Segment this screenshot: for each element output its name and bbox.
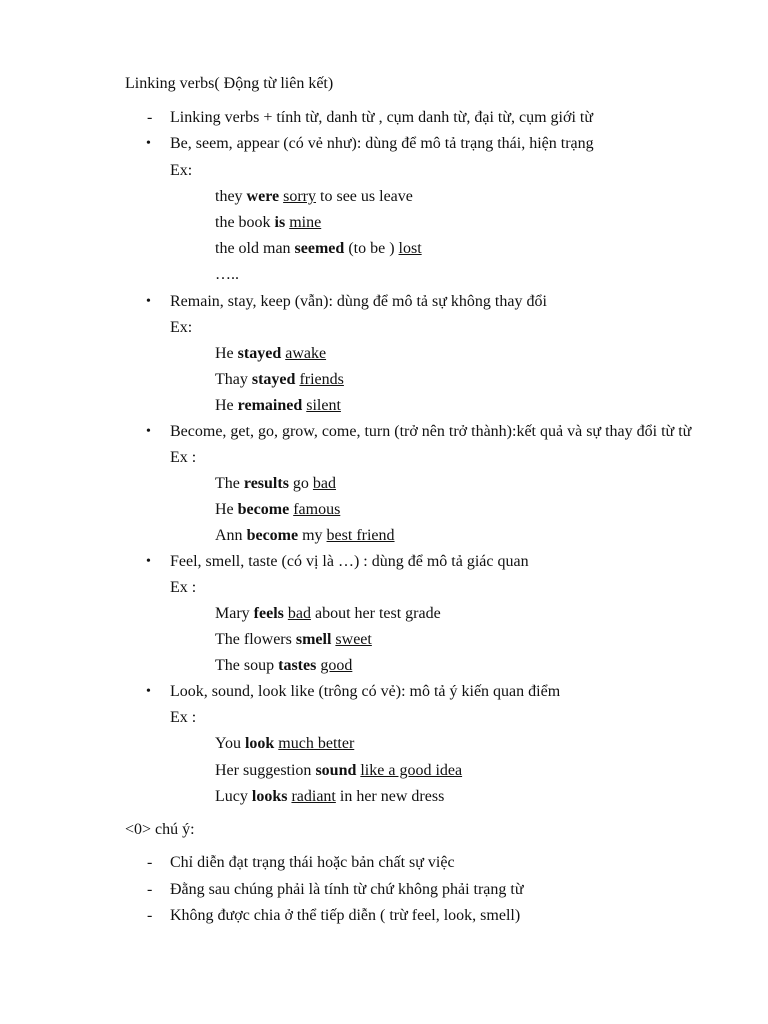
complement: awake <box>285 345 327 362</box>
dash-marker: - <box>147 907 153 924</box>
linking-verb: is <box>274 214 286 231</box>
example-sentence: the book is mine <box>215 214 322 231</box>
example-sentence: He remained silent <box>215 397 341 414</box>
group-heading: Be, seem, appear (có vẻ như): dùng để mô tả trạng thái, hiện trạng <box>170 135 594 152</box>
complement: radiant <box>291 788 336 805</box>
complement: sweet <box>335 631 372 648</box>
example-sentence: You look much better <box>215 735 355 752</box>
document-title: Linking verbs( Động từ liên kết) <box>125 75 334 92</box>
example-sentence: Her suggestion sound like a good idea <box>215 762 463 779</box>
note-item: Chỉ diễn đạt trạng thái hoặc bản chất sự việc <box>170 854 455 871</box>
group-heading: Feel, smell, taste (có vị là …) : dùng để mô tả giác quan <box>170 553 529 570</box>
example-sentence: Mary feels bad about her test grade <box>215 605 441 622</box>
example-sentence: The flowers smell sweet <box>215 631 372 648</box>
example-sentence: Lucy looks radiant in her new dress <box>215 788 445 805</box>
linking-verb: become <box>246 527 299 544</box>
ellipsis-line: ….. <box>215 266 239 283</box>
example-sentence: He stayed awake <box>215 345 327 362</box>
complement: bad <box>287 605 311 622</box>
note-heading: <0> chú ý: <box>125 821 195 838</box>
example-sentence: The soup tastes good <box>215 657 353 674</box>
linking-verb: smell <box>295 631 332 648</box>
group-heading: Become, get, go, grow, come, turn (trở nên trở thành):kết quả và sự thay đổi từ từ <box>170 423 692 440</box>
complement: much better <box>278 735 355 752</box>
group-heading: Look, sound, look like (trông có vẻ): mô tả ý kiến quan điểm <box>170 683 561 700</box>
linking-verb: sound <box>315 762 357 779</box>
example-sentence: Thay stayed friends <box>215 371 344 388</box>
complement: silent <box>306 397 341 414</box>
linking-verb: look <box>244 735 275 752</box>
complement: best friend <box>326 527 395 544</box>
bullet-marker: • <box>146 136 151 151</box>
group-heading: Remain, stay, keep (vẫn): dùng để mô tả sự không thay đổi <box>170 293 547 310</box>
example-sentence: The results go bad <box>215 475 337 492</box>
dash-marker: - <box>147 854 153 871</box>
complement: famous <box>293 501 341 518</box>
linking-verb: tastes <box>278 657 317 674</box>
note-item: Đằng sau chúng phải là tính từ chứ không phải trạng từ <box>170 881 524 898</box>
complement: like a good idea <box>360 762 463 779</box>
ex-label: Ex: <box>170 162 193 179</box>
dash-marker: - <box>147 881 153 898</box>
ex-label: Ex: <box>170 319 193 336</box>
complement: friends <box>299 371 344 388</box>
note-item: Không được chia ở thể tiếp diễn ( trừ feel, look, smell) <box>170 907 521 924</box>
complement: bad <box>312 475 337 492</box>
linking-verb: were <box>246 188 280 205</box>
bullet-marker: • <box>146 424 151 439</box>
linking-verb: seemed <box>294 240 345 257</box>
linking-verb: results <box>243 475 289 492</box>
complement: sorry <box>283 188 317 205</box>
bullet-marker: • <box>146 684 151 699</box>
ex-label: Ex : <box>170 449 197 466</box>
linking-verb: remained <box>237 397 303 414</box>
dash-marker: - <box>147 109 153 126</box>
bullet-marker: • <box>146 294 151 309</box>
complement: mine <box>289 214 322 231</box>
linking-verb: become <box>237 501 290 518</box>
ex-label: Ex : <box>170 579 197 596</box>
ex-label: Ex : <box>170 709 197 726</box>
intro-rule: Linking verbs + tính từ, danh từ , cụm danh từ, đại từ, cụm giới từ <box>170 109 594 126</box>
example-sentence: Ann become my best friend <box>215 527 395 544</box>
complement: lost <box>398 240 422 257</box>
example-sentence: they were sorry to see us leave <box>215 188 413 205</box>
linking-verb: stayed <box>237 345 282 362</box>
linking-verb: stayed <box>251 371 296 388</box>
complement: good <box>320 657 353 674</box>
example-sentence: He become famous <box>215 501 341 518</box>
linking-verb: looks <box>251 788 288 805</box>
linking-verb: feels <box>253 605 284 622</box>
example-sentence: the old man seemed (to be ) lost <box>215 240 422 257</box>
bullet-marker: • <box>146 554 151 569</box>
